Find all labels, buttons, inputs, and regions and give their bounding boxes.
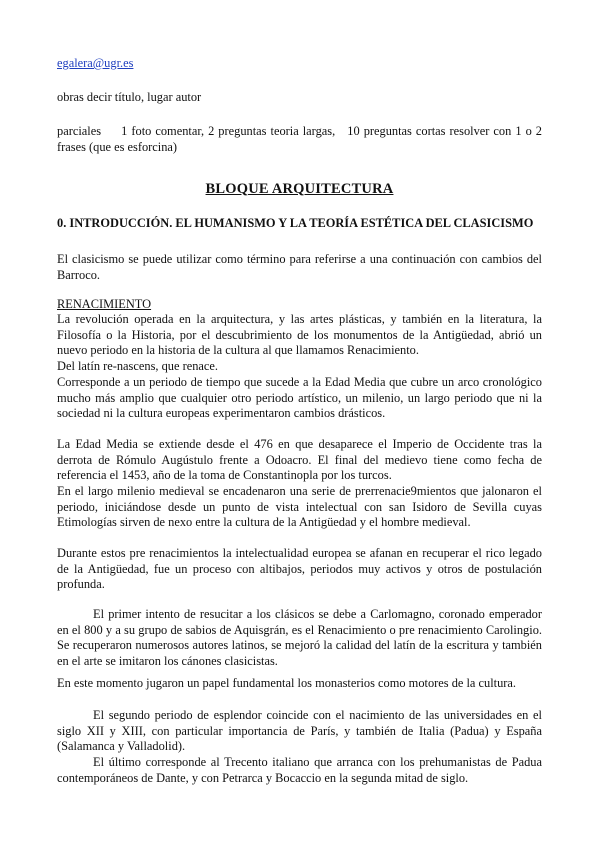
paragraph: Durante estos pre renacimientos la intelectualidad europea se afanan en recuperar el rico legado de la Antigüedad, fue un proceso con altibajos, periodos muy activos y otros de postulación profunda.: [57, 546, 542, 592]
section-heading: 0. INTRODUCCIÓN. EL HUMANISMO Y LA TEORÍA ESTÉTICA DEL CLASICISMO: [57, 216, 534, 231]
paragraph: En el largo milenio medieval se encadenaron una serie de prerrenacie9mientos que jalonaron el periodo, iniciándose desde un punto de vista intelectual con san Isidoro de Sevilla cuyas Etimologías sirven de nexo entre la cultura de la Antigüedad y el hombre medieval.: [57, 484, 542, 530]
paragraph: La Edad Media se extiende desde el 476 en que desaparece el Imperio de Occidente tras la derrota de Rómulo Augústulo frente a Odoacro. El final del medievo tiene como fecha de referencia el 1453, año de la toma de Constantinopla por los turcos.: [57, 437, 542, 483]
page-title: BLOQUE ARQUITECTURA: [205, 180, 394, 197]
paragraph: El primer intento de resucitar a los clásicos se debe a Carlomagno, coronado emperador en el 800 y a su grupo de sabios de Aquisgrán, es el Renacimiento o pre renacimiento Carolingio. Se recuperaron numerosos autores latinos, se mejoró la calidad del latín de la escritura y también en el arte se imitaron los cánones clasicistas.: [57, 607, 542, 668]
paragraph: En este momento jugaron un papel fundamental los monasterios como motores de la cultura.: [57, 676, 517, 690]
intro-paragraph: El clasicismo se puede utilizar como término para referirse a una continuación con cambios del Barroco.: [57, 252, 542, 282]
paragraph: El último corresponde al Trecento italiano que arranca con los prehumanistas de Padua contemporáneos de Dante, y con Petrarca y Bocaccio en la segunda mitad de siglo.: [57, 755, 542, 785]
email-link[interactable]: egalera@ugr.es: [57, 56, 134, 70]
paragraph: La revolución operada en la arquitectura, y las artes plásticas, y también en la literatura, la Filosofía o la Historia, por el descubrimiento de los monumentos de la Antigüedad, abrió un nuevo periodo en la historia de la cultura al que llamamos Renacimiento.: [57, 312, 542, 358]
paragraph: El segundo periodo de esplendor coincide con el nacimiento de las universidades en el siglo XII y XIII, con particular importancia de París, y también de Italia (Padua) y España (Salamanca y Valladolid).: [57, 708, 542, 754]
paragraph: Corresponde a un periodo de tiempo que sucede a la Edad Media que cubre un arco cronológico mucho más amplio que cualquier otro periodo artístico, un milenio, un largo periodo que ni la sociedad ni la cultura europeas experimentaron cambios drásticos.: [57, 375, 542, 421]
paragraph: Del latín re-nascens, que renace.: [57, 359, 218, 373]
parciales-note: parciales 1 foto comentar, 2 preguntas teoria largas, 10 preguntas cortas resolver con 1 o 2 frases (que es esforcina): [57, 124, 546, 154]
obras-note: obras decir título, lugar autor: [57, 90, 202, 104]
subheading-renacimiento: RENACIMIENTO: [57, 297, 152, 311]
